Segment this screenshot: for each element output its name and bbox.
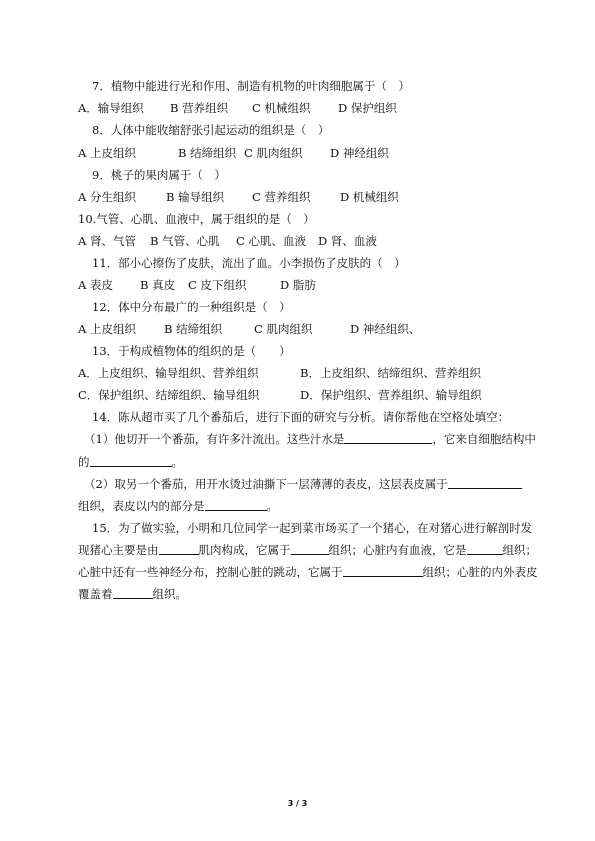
question-13-stem: 13．于构成植物体的组织的是（ ） [92, 344, 291, 358]
option-b: B．上皮组织、结缔组织、营养组织 [300, 366, 481, 380]
answer-blank[interactable] [205, 499, 267, 511]
question-9-stem: 9．桃子的果肉属于（ ） [92, 168, 226, 182]
option-b: B 输导组织 [166, 190, 225, 204]
option-a: A 肾、气管 [78, 234, 136, 248]
option-c: C 机械组织 [252, 101, 311, 115]
option-b: B 气管、心肌 [150, 234, 220, 248]
option-c: C 肌肉组织 [244, 146, 303, 160]
option-c: C 肌肉组织 [254, 322, 313, 336]
option-b: B 真皮 [140, 278, 176, 292]
option-a: A．输导组织 [78, 101, 144, 115]
question-15-line-4: 覆盖着 组织。 [78, 587, 187, 601]
question-7-stem: 7．植物中能进行光和作用、制造有机物的叶肉细胞属于（ ） [92, 79, 410, 93]
option-a: A 表皮 [78, 278, 113, 292]
option-d: D 机械组织 [340, 190, 399, 204]
option-a: A 分生组织 [78, 190, 136, 204]
question-14-stem: 14．陈从超市买了几个番茄后，进行下面的研究与分析。请你帮他在空格处填空： [92, 410, 510, 424]
question-15-line-2: 现猪心主要是由 肌肉构成，它属于 组织；心脏内有血液，它是 组织； [78, 543, 537, 557]
option-c: C 皮下组织 [188, 278, 247, 292]
question-14-part-1-cont: 的 。 [78, 455, 183, 469]
question-10-stem: 10.气管、心肌、血液中，属于组织的是（ ） [78, 212, 315, 226]
option-b: B 结缔组织 [164, 322, 223, 336]
question-15-line-3: 心脏中还有一些神经分布，控制心脏的跳动，它属于 组织；心脏的内外表皮 [78, 565, 538, 579]
option-d: D 保护组织 [338, 101, 397, 115]
answer-blank[interactable] [343, 565, 423, 577]
question-13-options-row-1 [78, 366, 481, 380]
answer-blank[interactable] [291, 543, 329, 555]
option-d: D 神经组织 [330, 146, 389, 160]
answer-blank[interactable] [159, 543, 199, 555]
question-9-options [78, 190, 399, 204]
answer-blank[interactable] [467, 543, 503, 555]
question-12-stem: 12．体中分布最广的一种组织是（ ） [92, 300, 291, 314]
option-a: A 上皮组织 [78, 322, 136, 336]
question-7-options [78, 101, 397, 115]
option-a: A．上皮组织、输导组织、营养组织 [78, 366, 259, 380]
option-b: B 营养组织 [170, 101, 229, 115]
option-d: D 神经组织、 [350, 322, 421, 336]
page-number: 3 / 3 [287, 799, 308, 808]
option-a: A 上皮组织 [78, 146, 136, 160]
question-10-options [78, 234, 377, 248]
option-d: D 脂肪 [280, 278, 316, 292]
answer-blank[interactable] [448, 477, 522, 489]
question-14-part-2-cont: 组织，表皮以内的部分是 。 [78, 499, 278, 513]
question-14-part-1: （1）他切开一个番茄，有许多汁流出。这些汁水是 ，它来自细胞结构中 [84, 432, 536, 446]
option-b: B 结缔组织 [178, 146, 237, 160]
answer-blank[interactable] [344, 432, 432, 444]
option-c: C 营养组织 [252, 190, 311, 204]
option-c: C．保护组织、结缔组织、输导组织 [78, 388, 260, 402]
answer-blank[interactable] [90, 455, 172, 467]
option-d: D 肾、血液 [318, 234, 377, 248]
question-8-stem: 8．人体中能收缩舒张引起运动的组织是（ ） [92, 123, 330, 137]
option-c: C 心肌、血液 [236, 234, 306, 248]
question-11-options [78, 278, 316, 292]
question-8-options [78, 146, 389, 160]
question-12-options [78, 322, 420, 336]
question-14-part-2: （2）取另一个番茄，用开水烫过油撕下一层薄薄的表皮，这层表皮属于 [84, 477, 522, 491]
question-15-line-1: 15．为了做实验，小明和几位同学一起到菜市场买了一个猪心，在对猪心进行解剖时发 [92, 521, 533, 535]
question-11-stem: 11．部小心擦伤了皮肤，流出了血。小李损伤了皮肤的（ ） [92, 256, 406, 270]
question-13-options-row-2 [78, 388, 482, 402]
answer-blank[interactable] [113, 587, 153, 599]
option-d: D．保护组织、营养组织、输导组织 [300, 388, 482, 402]
